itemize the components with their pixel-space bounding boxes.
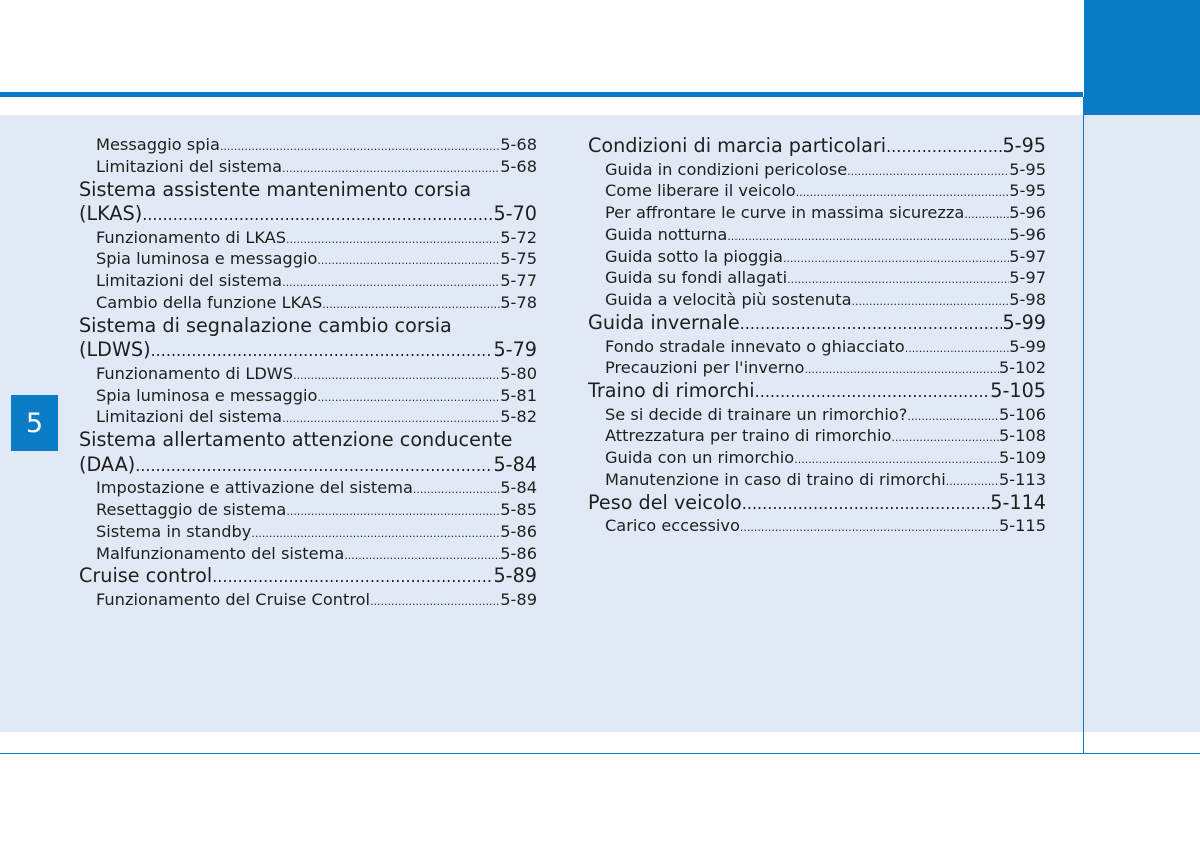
toc-page-number: 5-109	[998, 448, 1046, 468]
toc-subentry[interactable]	[588, 515, 1046, 537]
toc-page-number: 5-86	[500, 521, 537, 541]
toc-entry-title: Fondo stradale innevato o ghiacciato	[605, 336, 905, 356]
toc-entry-title: Carico eccessivo	[605, 516, 740, 536]
toc-page-number: 5-113	[998, 470, 1046, 490]
toc-entry-title: Guida con un rimorchio	[605, 448, 795, 468]
toc-page-number: 5-98	[1009, 290, 1046, 310]
toc-entry-title: Funzionamento di LKAS	[96, 227, 287, 247]
toc-section-entry[interactable]	[588, 311, 1046, 336]
toc-entry-title: Limitazioni del sistema	[96, 156, 283, 176]
toc-subentry[interactable]	[588, 267, 1046, 289]
toc-entry-title: Manutenzione in caso di traino di rimorchi	[605, 470, 946, 490]
toc-dot-leader	[907, 406, 999, 426]
toc-section-entry[interactable]	[79, 564, 537, 589]
toc-subentry[interactable]	[588, 336, 1046, 358]
toc-section-entry[interactable]	[79, 202, 537, 227]
toc-dot-leader	[755, 380, 991, 404]
toc-section-entry[interactable]	[588, 134, 1046, 159]
toc-subentry[interactable]	[79, 385, 537, 407]
toc-subentry[interactable]	[79, 406, 537, 428]
toc-entry-title: Spia luminosa e messaggio	[96, 249, 318, 269]
toc-subentry[interactable]	[79, 363, 537, 385]
toc-page-number: 5-114	[990, 490, 1046, 514]
toc-dot-leader	[293, 365, 500, 385]
toc-subentry[interactable]	[588, 469, 1046, 491]
toc-dot-leader	[727, 226, 1009, 246]
toc-dot-leader	[783, 248, 1009, 268]
corner-accent-block	[1084, 0, 1200, 115]
toc-subentry[interactable]	[588, 202, 1046, 224]
toc-page-number: 5-81	[500, 385, 537, 405]
toc-page-number: 5-86	[500, 543, 537, 563]
toc-dot-leader	[142, 203, 493, 227]
toc-dot-leader	[886, 135, 1002, 159]
toc-dot-leader	[282, 408, 500, 428]
toc-page-number: 5-99	[1009, 336, 1046, 356]
toc-dot-leader	[796, 182, 1010, 202]
toc-subentry[interactable]	[588, 159, 1046, 181]
toc-subentry[interactable]	[79, 227, 537, 249]
toc-dot-leader	[794, 449, 999, 469]
toc-entry-title: Per affrontare le curve in massima sicurezza	[605, 203, 965, 223]
toc-subentry[interactable]	[588, 246, 1046, 268]
toc-page-number: 5-75	[500, 249, 537, 269]
toc-entry-title: Guida a velocità più sostenuta	[605, 290, 852, 310]
toc-section-entry[interactable]	[588, 491, 1046, 516]
toc-page-number: 5-96	[1009, 224, 1046, 244]
toc-subentry[interactable]	[588, 447, 1046, 469]
toc-entry-title: Traino di rimorchi	[588, 379, 755, 403]
toc-dot-leader	[151, 339, 494, 363]
toc-page-number: 5-85	[500, 499, 537, 519]
toc-subentry[interactable]	[79, 477, 537, 499]
toc-section-title: Sistema di segnalazione cambio corsia	[79, 313, 452, 337]
toc-entry-title: Messaggio spia	[96, 135, 220, 154]
toc-page-number: 5-68	[500, 156, 537, 176]
toc-dot-leader	[370, 591, 500, 611]
toc-page-number: 5-84	[493, 452, 537, 476]
toc-page-number: 5-82	[500, 407, 537, 427]
toc-entry-title: Funzionamento di LDWS	[96, 363, 294, 383]
toc-dot-leader	[135, 454, 493, 478]
toc-page-number: 5-97	[1009, 268, 1046, 288]
toc-page-number: 5-95	[1009, 159, 1046, 179]
toc-page-number: 5-106	[998, 404, 1046, 424]
toc-entry-title: Guida in condizioni pericolose	[605, 159, 848, 179]
toc-page-number: 5-115	[998, 516, 1046, 536]
toc-entry-title: Guida notturna	[605, 224, 728, 244]
toc-dot-leader	[740, 312, 1003, 336]
toc-section-entry[interactable]	[79, 338, 537, 363]
toc-entry-title: Guida sotto la pioggia	[605, 246, 783, 266]
margin-divider	[1083, 97, 1084, 754]
toc-subentry[interactable]	[79, 521, 537, 543]
header-accent-bar	[0, 92, 1083, 97]
toc-entry-title: Resettaggio de sistema	[96, 499, 287, 519]
toc-page-number: 5-72	[500, 227, 537, 247]
toc-dot-leader	[946, 471, 999, 491]
toc-entry-title: Funzionamento del Cruise Control	[96, 589, 371, 609]
toc-page-number: 5-99	[1002, 311, 1046, 335]
toc-page-number: 5-80	[500, 363, 537, 383]
toc-dot-leader	[847, 161, 1009, 181]
toc-subentry[interactable]	[79, 248, 537, 270]
toc-page-number: 5-105	[990, 379, 1046, 403]
toc-dot-leader	[905, 338, 1010, 358]
toc-page-number: 5-68	[500, 135, 537, 154]
toc-dot-leader	[740, 517, 999, 537]
toc-entry-title: Condizioni di marcia particolari	[588, 134, 887, 157]
toc-subentry[interactable]	[588, 357, 1046, 379]
toc-dot-leader	[742, 492, 990, 516]
toc-subentry[interactable]	[79, 589, 537, 611]
toc-page-number: 5-79	[493, 338, 537, 362]
toc-entry-title: (LKAS)	[79, 202, 143, 226]
toc-dot-leader	[891, 427, 999, 447]
toc-entry-title: Cambio della funzione LKAS	[96, 292, 323, 312]
toc-entry-title: (LDWS)	[79, 338, 151, 362]
toc-dot-leader	[413, 479, 500, 499]
toc-dot-leader	[282, 272, 500, 292]
toc-entry-title: Sistema in standby	[96, 521, 252, 541]
toc-page-number: 5-97	[1009, 246, 1046, 266]
toc-entry-title: Come liberare il veicolo	[605, 181, 796, 201]
toc-entry-title: Peso del veicolo	[588, 490, 742, 514]
toc-page-number: 5-89	[500, 589, 537, 609]
toc-left-column	[79, 134, 537, 611]
toc-entry-title: Limitazioni del sistema	[96, 271, 283, 291]
toc-entry-title: Se si decide di trainare un rimorchio?	[605, 404, 908, 424]
toc-page-number: 5-96	[1009, 203, 1046, 223]
toc-subentry[interactable]	[79, 543, 537, 565]
toc-dot-leader	[787, 269, 1009, 289]
toc-entry-title: (DAA)	[79, 452, 136, 476]
toc-page-number: 5-95	[1009, 181, 1046, 201]
toc-dot-leader	[212, 565, 493, 589]
toc-entry-title: Guida invernale	[588, 311, 740, 335]
toc-section-entry[interactable]	[79, 453, 537, 478]
toc-page-number: 5-89	[493, 564, 537, 588]
toc-section-title: Sistema allertamento attenzione conducente	[79, 428, 513, 452]
toc-dot-leader	[964, 204, 1009, 224]
chapter-number: 5	[25, 407, 44, 439]
toc-subentry[interactable]	[588, 289, 1046, 311]
toc-dot-leader	[282, 158, 500, 178]
toc-dot-leader	[286, 501, 500, 521]
toc-dot-leader	[344, 545, 500, 565]
toc-dot-leader	[317, 250, 500, 270]
toc-subentry[interactable]	[79, 292, 537, 314]
toc-entry-title: Attrezzatura per traino di rimorchio	[605, 426, 892, 446]
chapter-tab	[11, 395, 58, 451]
toc-subentry[interactable]	[79, 499, 537, 521]
toc-page-number: 5-70	[493, 202, 537, 226]
toc-entry-title: Impostazione e attivazione del sistema	[96, 478, 413, 498]
toc-section-entry[interactable]	[588, 379, 1046, 404]
toc-entry-title: Cruise control	[79, 564, 213, 588]
toc-dot-leader	[804, 359, 999, 379]
toc-entry-title: Guida su fondi allagati	[605, 268, 788, 288]
toc-entry-title: Malfunzionamento del sistema	[96, 543, 345, 563]
toc-dot-leader	[317, 387, 500, 407]
toc-subentry[interactable]	[588, 425, 1046, 447]
toc-page-number: 5-77	[500, 271, 537, 291]
toc-dot-leader	[286, 229, 500, 249]
toc-right-column	[588, 134, 1046, 537]
toc-subentry[interactable]	[588, 404, 1046, 426]
toc-section-title: Sistema assistente mantenimento corsia	[79, 177, 472, 201]
toc-entry-title: Precauzioni per l'inverno	[605, 358, 805, 378]
toc-dot-leader	[322, 294, 500, 314]
toc-subentry[interactable]	[588, 224, 1046, 246]
toc-subentry[interactable]	[79, 134, 537, 156]
toc-page-number: 5-78	[500, 292, 537, 312]
margin-panel	[1084, 115, 1200, 732]
toc-page-number: 5-102	[998, 358, 1046, 378]
toc-page-number: 5-84	[500, 478, 537, 498]
toc-entry-title: Limitazioni del sistema	[96, 407, 283, 427]
toc-dot-leader	[220, 136, 500, 156]
toc-subentry[interactable]	[79, 156, 537, 178]
toc-subentry[interactable]	[79, 270, 537, 292]
toc-subentry[interactable]	[588, 180, 1046, 202]
toc-dot-leader	[251, 523, 500, 543]
toc-page-number: 5-108	[998, 426, 1046, 446]
footer-rule	[0, 753, 1200, 754]
toc-entry-title: Spia luminosa e messaggio	[96, 385, 318, 405]
toc-dot-leader	[852, 291, 1010, 311]
toc-page-number: 5-95	[1002, 134, 1046, 157]
